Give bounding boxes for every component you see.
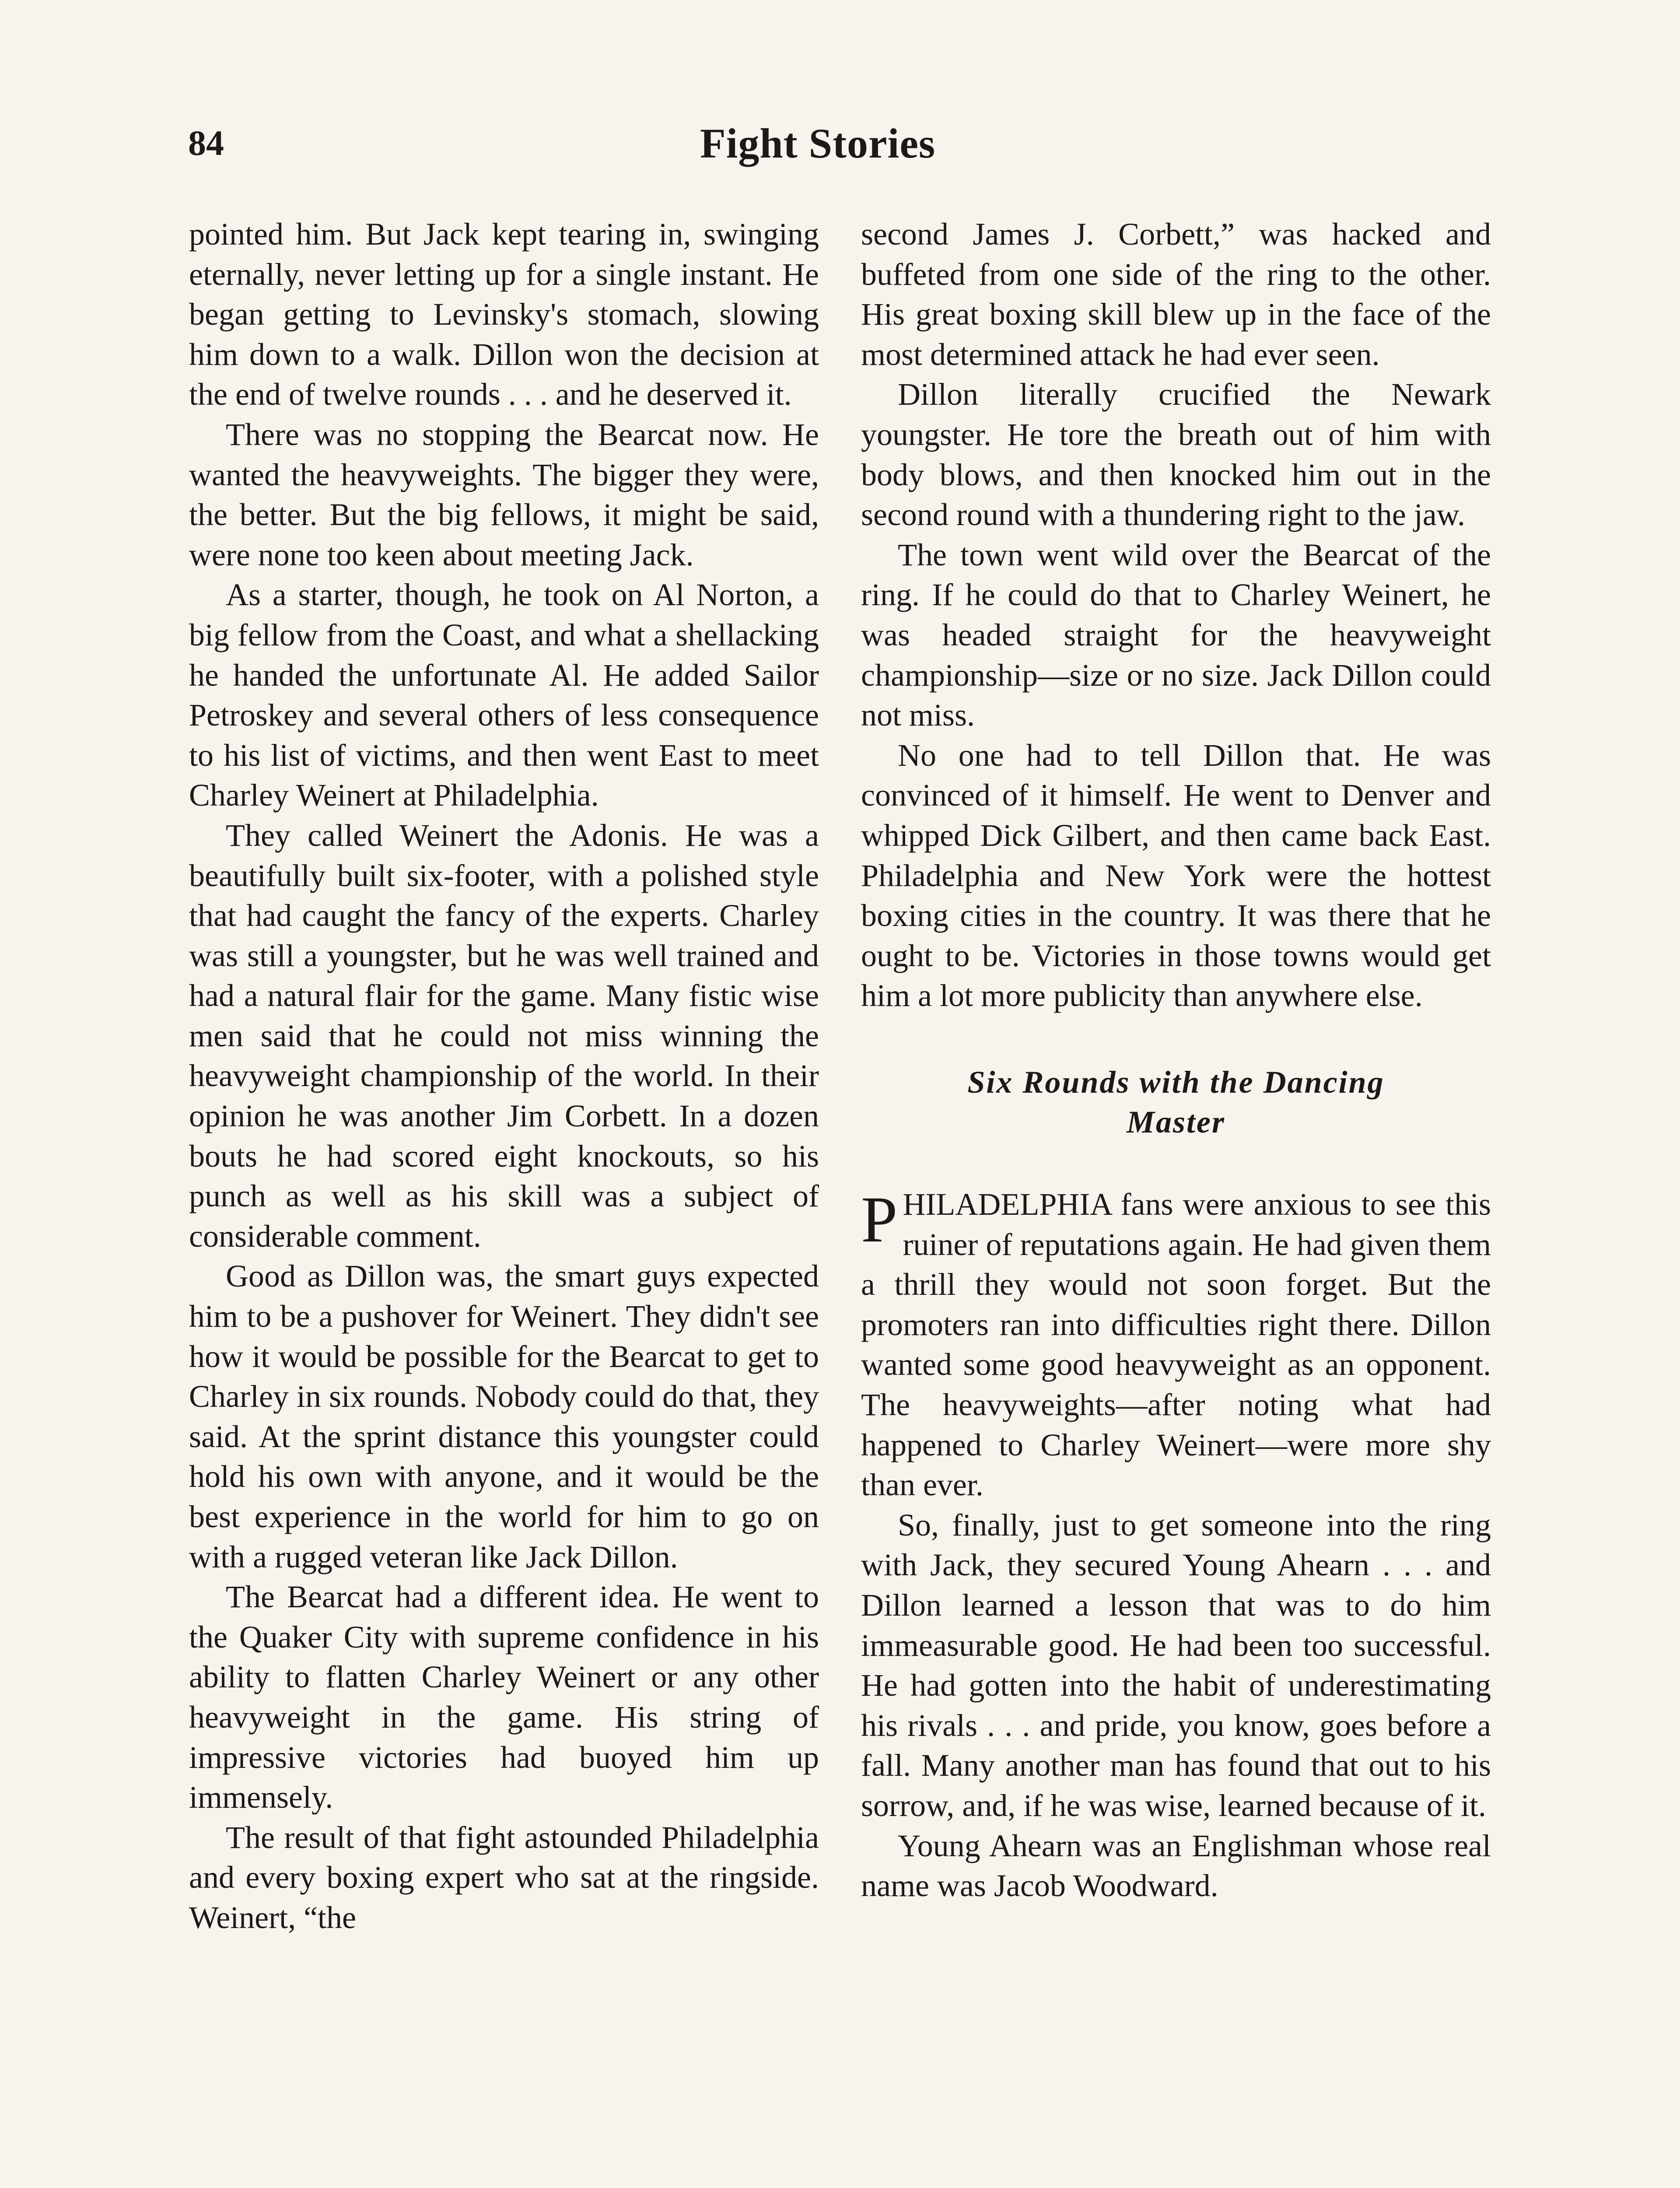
opening-text: HILADELPHIA fans were anxious to see this ruiner of reputations again. He had given them a thrill they would not soon forget. But the promoters ran into difficulties right there. Dillon wanted some good heavyweight as an opponent. The heavyweights—after noting what had happened to Charley Weinert—were more shy than ever. [861, 1187, 1491, 1503]
section-heading-line: Six Rounds with the Dancing [967, 1064, 1385, 1100]
paragraph: No one had to tell Dillon that. He was convinced of it himself. He went to Denver and whipped Dick Gilbert, and then came back East. Philadelphia and New York were the hottest boxing cities in the country. It was there that he ought to be. Victories in those towns would get him a lot more publicity than anywhere else. [861, 737, 1491, 1013]
right-column [861, 214, 1491, 1906]
paragraph: So, finally, just to get someone into the ring with Jack, they secured Young Ahearn . . . and Dillon learned a lesson that was to do him immeasurable good. He had been too successful. He had gotten into the habit of underestimating his rivals . . . and pride, you know, goes before a fall. Many another man has found that out to his sorrow, and, if he was wise, learned because of it. [861, 1507, 1491, 1823]
paragraph: Young Ahearn was an Englishman whose real name was Jacob Woodward. [861, 1828, 1491, 1904]
section-heading-line: Master [1126, 1105, 1226, 1140]
section-opening-paragraph [861, 1185, 1491, 1505]
left-column [189, 214, 819, 1938]
page-number: 84 [188, 123, 224, 163]
paragraph: The town went wild over the Bearcat of the ring. If he could do that to Charley Weinert, he was headed straight for the heavyweight championship—size or no size. Jack Dillon could not miss. [861, 537, 1491, 733]
paragraph: The Bearcat had a different idea. He went to the Quaker City with supreme confidence in his ability to flatten Charley Weinert or any other heavyweight in the game. His string of impressive victories had buoyed him up immensely. [189, 1579, 819, 1815]
paragraph: The result of that fight astounded Philadelphia and every boxing expert who sat at the ringside. Weinert, “the [189, 1820, 819, 1935]
paragraph: pointed him. But Jack kept tearing in, swinging eternally, never letting up for a single instant. He began getting to Levinsky's stomach, slowing him down to a walk. Dillon won the decision at the end of twelve rounds . . . and he deserved it. [189, 217, 819, 412]
paragraph: There was no stopping the Bearcat now. He wanted the heavyweights. The bigger they were, the better. But the big fellows, it might be said, were none too keen about meeting Jack. [189, 417, 819, 572]
section-heading [861, 1062, 1491, 1143]
paragraph: second James J. Corbett,” was hacked and buffeted from one side of the ring to the other. His great boxing skill blew up in the face of the most determined attack he had ever seen. [861, 217, 1491, 372]
paragraph: As a starter, though, he took on Al Norton, a big fellow from the Coast, and what a shellacking he handed the unfortunate Al. He added Sailor Petroskey and several others of less consequence to his list of victims, and then went East to meet Charley Weinert at Philadelphia. [189, 577, 819, 813]
paragraph: Dillon literally crucified the Newark youngster. He tore the breath out of him with body blows, and then knocked him out in the second round with a thundering right to the jaw. [861, 377, 1491, 533]
drop-cap: P [861, 1183, 898, 1256]
running-title: Fight Stories [700, 120, 936, 167]
paragraph: They called Weinert the Adonis. He was a beautifully built six-footer, with a polished style that had caught the fancy of the experts. Charley was still a youngster, but he was well trained and had a natural flair for the game. Many fistic wise men said that he could not miss winning the heavyweight championship of the world. In their opinion he was another Jim Corbett. In a dozen bouts he had scored eight knockouts, so his punch as well as his skill was a subject of considerable comment. [189, 817, 819, 1254]
paragraph: Good as Dillon was, the smart guys expected him to be a pushover for Weinert. They didn't see how it would be possible for the Bearcat to get to Charley in six rounds. Nobody could do that, they said. At the sprint distance this youngster could hold his own with anyone, and it would be the best experience in the world for him to go on with a rugged veteran like Jack Dillon. [189, 1259, 819, 1574]
